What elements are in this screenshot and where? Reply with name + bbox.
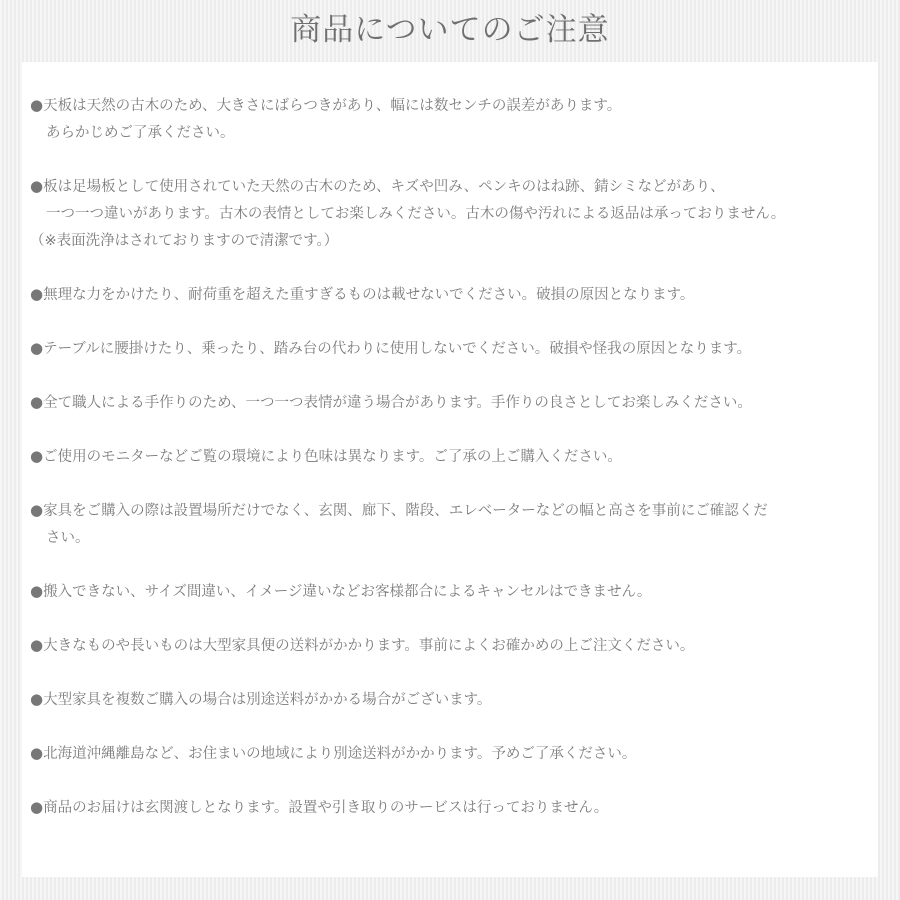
notice-line (30, 686, 870, 714)
notice-line (30, 632, 870, 660)
notice-item-no-sitting (30, 335, 870, 363)
notice-line (30, 92, 870, 120)
bullet-icon: ● (30, 177, 44, 195)
page-title: 商品についてのご注意 (290, 12, 610, 48)
notice-item-large-shipping (30, 632, 870, 660)
bullet-icon: ● (30, 393, 44, 411)
notice-text: 全て職人による手作りのため、一つ一つ表情が違う場合があります。手作りの良さとしてお楽しみください。 (43, 395, 752, 411)
notice-line: 一つ一つ違いがあります。古木の表情としてお楽しみください。古木の傷や汚れによる返品は承っておりません。 (46, 206, 786, 222)
notice-line (30, 497, 870, 525)
notice-line: （※表面洗浄はされておりますので清潔です。） (30, 233, 339, 249)
notice-line (30, 794, 870, 822)
bullet-icon: ● (30, 447, 44, 465)
notice-text: 板は足場板として使用されていた天然の古木のため、キズや凹み、ペンキのはね跡、錆シミなどがあり、 (43, 179, 725, 195)
notice-item-entrance-delivery (30, 794, 870, 822)
notice-line (30, 443, 870, 471)
notice-item-color (30, 443, 870, 471)
notice-text: 大型家具を複数ご購入の場合は別途送料がかかる場合がございます。 (43, 692, 492, 708)
notice-item-no-cancel (30, 578, 870, 606)
bullet-icon: ● (30, 744, 44, 762)
bullet-icon: ● (30, 690, 44, 708)
notice-text: ご使用のモニターなどご覧の環境により色味は異なります。ご了承の上ご購入ください。 (43, 449, 622, 465)
notice-item-handmade (30, 389, 870, 417)
bullet-icon: ● (30, 501, 44, 519)
notice-text: 搬入できない、サイズ間違い、イメージ違いなどお客様都合によるキャンセルはできません。 (43, 584, 652, 600)
bullet-icon: ● (30, 285, 44, 303)
bullet-icon: ● (30, 582, 44, 600)
notice-text: 北海道沖縄離島など、お住まいの地域により別途送料がかかります。予めご了承ください。 (43, 746, 637, 762)
notice-text: 無理な力をかけたり、耐荷重を超えた重すぎるものは載せないでください。破損の原因となります。 (43, 287, 695, 303)
bullet-icon: ● (30, 339, 44, 357)
notice-text: テーブルに腰掛けたり、乗ったり、踏み台の代わりに使用しないでください。破損や怪我の原因となります。 (43, 341, 752, 357)
notice-text: 家具をご購入の際は設置場所だけでなく、玄関、廊下、階段、エレベーターなどの幅と高さを事前にご確認くだ (43, 503, 768, 519)
notice-item-board-size (30, 92, 870, 147)
notice-text: 天板は天然の古木のため、大きさにばらつきがあり、幅には数センチの誤差があります。 (43, 98, 622, 114)
notice-item-remote-shipping (30, 740, 870, 768)
bullet-icon: ● (30, 636, 44, 654)
notice-text: 大きなものや長いものは大型家具便の送料がかかります。事前によくお確かめの上ご注文ください。 (43, 638, 695, 654)
notice-line (30, 578, 870, 606)
notice-line (30, 389, 870, 417)
notice-item-multiple-shipping (30, 686, 870, 714)
bullet-icon: ● (30, 798, 44, 816)
notice-line: あらかじめご了承ください。 (46, 125, 235, 141)
notice-line (30, 281, 870, 309)
notice-panel (22, 62, 878, 877)
notice-line (30, 335, 870, 363)
notice-line: さい。 (46, 530, 90, 546)
notice-line (30, 173, 870, 201)
notice-item-delivery-size (30, 497, 870, 552)
bullet-icon: ● (30, 96, 44, 114)
notice-item-old-wood (30, 173, 870, 255)
notice-text: 商品のお届けは玄関渡しとなります。設置や引き取りのサービスは行っておりません。 (43, 800, 609, 816)
notice-line (30, 740, 870, 768)
notice-item-load-limit (30, 281, 870, 309)
